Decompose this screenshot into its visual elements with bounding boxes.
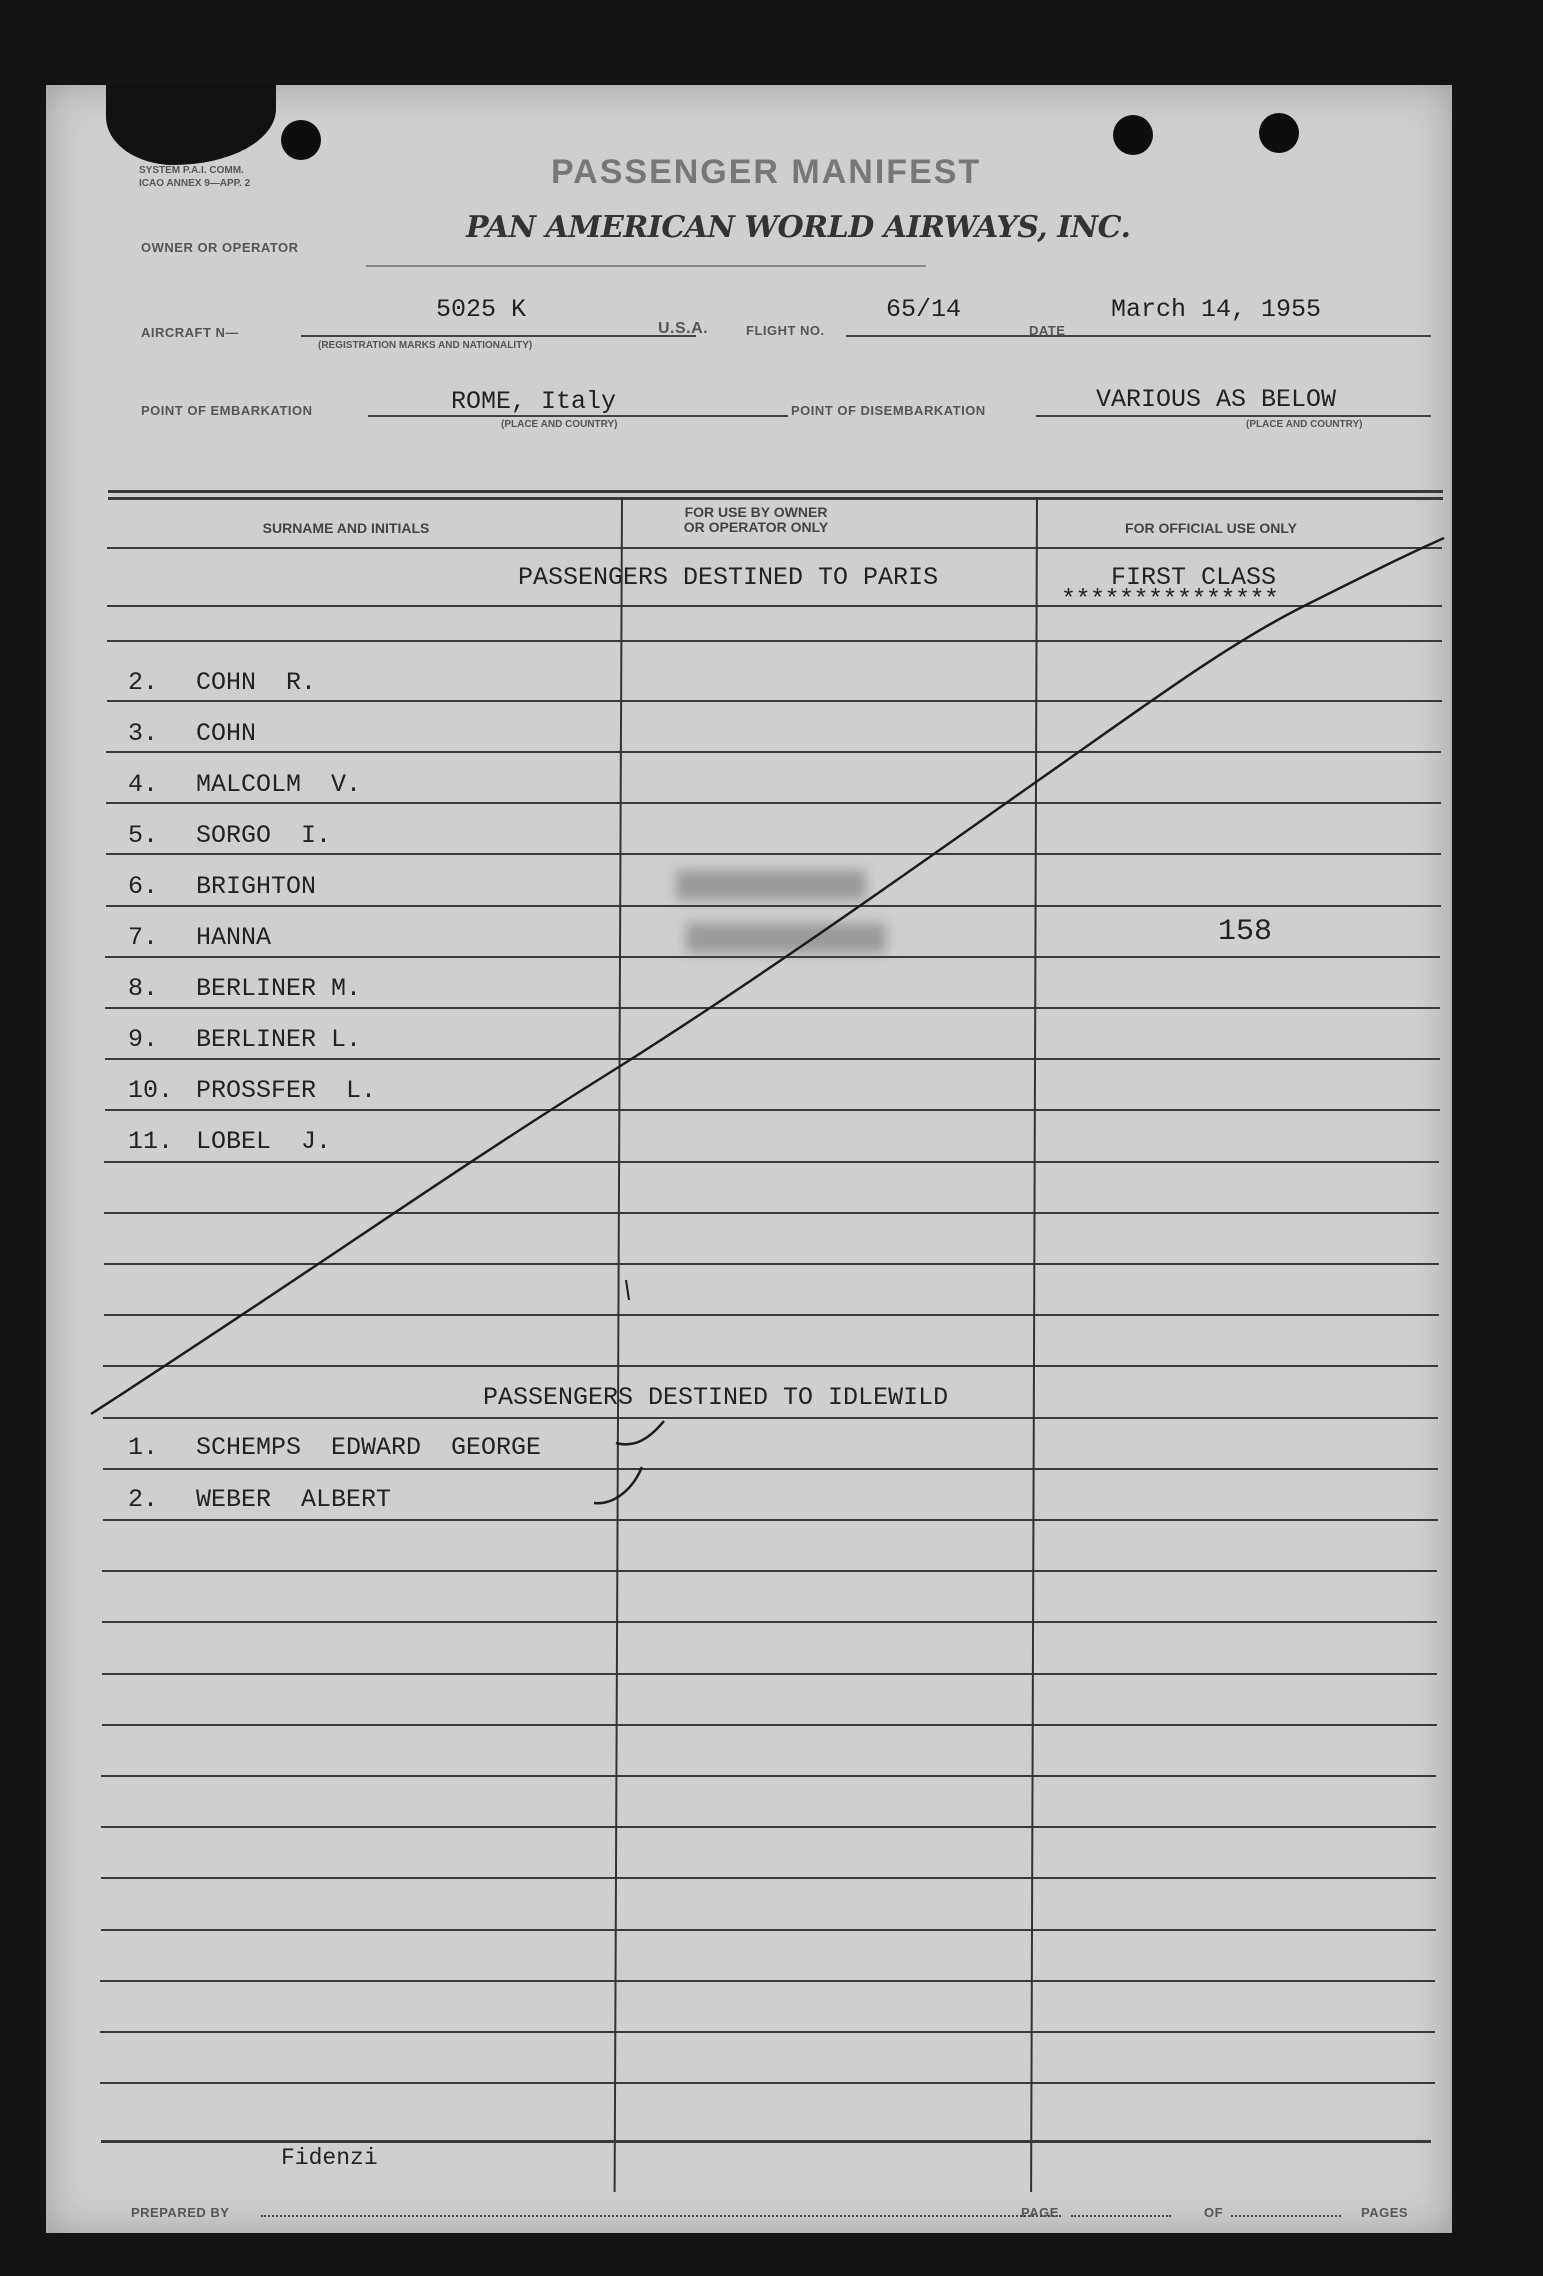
system-code-2: ICAO ANNEX 9—APP. 2 bbox=[139, 178, 251, 189]
surname-column-header: SURNAME AND INITIALS bbox=[262, 520, 430, 536]
footer-rule bbox=[101, 2140, 1431, 2143]
passenger-name: LOBEL J. bbox=[196, 1127, 332, 1156]
passenger-number: 6. bbox=[128, 872, 159, 901]
owner-use-line-2: OR OPERATOR ONLY bbox=[683, 519, 829, 535]
cross-out-line bbox=[91, 538, 1444, 1414]
disembark-label: POINT OF DISEMBARKATION bbox=[791, 403, 986, 418]
passenger-name: WEBER ALBERT bbox=[196, 1485, 392, 1514]
official-use-column-header: FOR OFFICIAL USE ONLY bbox=[1125, 520, 1297, 536]
passenger-number: 3. bbox=[128, 719, 159, 748]
passenger-number: 2. bbox=[128, 668, 159, 697]
registration-note: (REGISTRATION MARKS AND NATIONALITY) bbox=[318, 340, 533, 351]
first-class-underline-stars: *************** bbox=[1061, 585, 1279, 614]
first-class-label: FIRST CLASS bbox=[1111, 563, 1277, 592]
passenger-name: BERLINER M. bbox=[196, 974, 362, 1003]
airline-name: PAN AMERICAN WORLD AIRWAYS, INC. bbox=[466, 210, 1131, 245]
passenger-number: 8. bbox=[128, 974, 159, 1003]
usa-label: U.S.A. bbox=[658, 320, 709, 337]
prepared-by-fill-line bbox=[261, 2215, 1061, 2217]
passenger-number: 1. bbox=[128, 1433, 159, 1462]
passenger-name: HANNA bbox=[196, 923, 272, 952]
passenger-name: COHN bbox=[196, 719, 257, 748]
owner-use-line-1: FOR USE BY OWNER bbox=[684, 504, 828, 520]
flight-value: 65/14 bbox=[886, 295, 962, 324]
passenger-name: BERLINER L. bbox=[196, 1025, 362, 1054]
passenger-number: 4. bbox=[128, 770, 159, 799]
aircraft-label: AIRCRAFT N— bbox=[141, 325, 239, 340]
date-value: March 14, 1955 bbox=[1111, 295, 1322, 324]
flight-label: FLIGHT NO. bbox=[746, 323, 825, 338]
page-fill-line bbox=[1071, 2215, 1171, 2217]
pen-mark bbox=[626, 1280, 629, 1300]
manifest-paper bbox=[46, 85, 1452, 2233]
disembark-note: (PLACE AND COUNTRY) bbox=[1246, 419, 1363, 430]
passenger-name: SCHEMPS EDWARD GEORGE bbox=[196, 1433, 542, 1462]
aircraft-value: 5025 K bbox=[436, 295, 527, 324]
disembark-value: VARIOUS AS BELOW bbox=[1096, 385, 1337, 414]
embark-value: ROME, Italy bbox=[451, 387, 617, 416]
passenger-number: 5. bbox=[128, 821, 159, 850]
handwriting-overlay bbox=[46, 85, 1452, 2233]
passenger-number: 9. bbox=[128, 1025, 159, 1054]
check-mark-icon bbox=[616, 1421, 664, 1444]
system-code-1: SYSTEM P.A.I. COMM. bbox=[139, 165, 244, 176]
passenger-number: 10. bbox=[128, 1076, 174, 1105]
official-number: 158 bbox=[1218, 915, 1273, 949]
passenger-name: MALCOLM V. bbox=[196, 770, 362, 799]
of-label: OF bbox=[1204, 2205, 1224, 2220]
idlewild-heading: PASSENGERS DESTINED TO IDLEWILD bbox=[483, 1383, 949, 1412]
date-label: DATE bbox=[1029, 323, 1066, 338]
page-title: PASSENGER MANIFEST bbox=[551, 153, 982, 191]
embark-note: (PLACE AND COUNTRY) bbox=[501, 419, 618, 430]
paris-heading: PASSENGERS DESTINED TO PARIS bbox=[518, 563, 939, 592]
of-fill-line bbox=[1231, 2215, 1341, 2217]
prepared-by-label: PREPARED BY bbox=[131, 2205, 230, 2220]
passenger-name: SORGO I. bbox=[196, 821, 332, 850]
passenger-name: PROSSFER L. bbox=[196, 1076, 377, 1105]
passenger-name: COHN R. bbox=[196, 668, 317, 697]
embark-label: POINT OF EMBARKATION bbox=[141, 403, 313, 418]
preparer-name: Fidenzi bbox=[281, 2145, 378, 2171]
page-label: PAGE bbox=[1021, 2205, 1059, 2220]
passenger-name: BRIGHTON bbox=[196, 872, 317, 901]
check-mark-icon bbox=[594, 1467, 642, 1503]
pages-label: PAGES bbox=[1361, 2205, 1409, 2220]
passenger-number: 11. bbox=[128, 1127, 174, 1156]
passenger-number: 7. bbox=[128, 923, 159, 952]
owner-label: OWNER OR OPERATOR bbox=[141, 240, 299, 255]
passenger-number: 2. bbox=[128, 1485, 159, 1514]
